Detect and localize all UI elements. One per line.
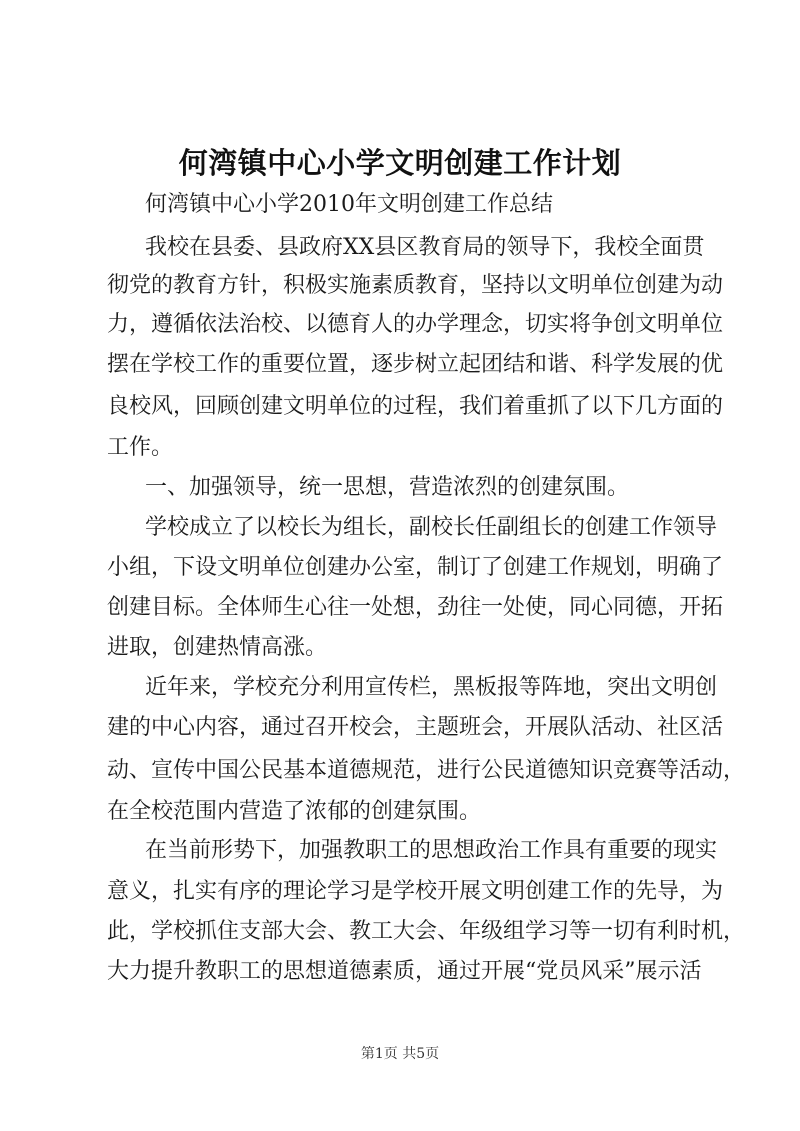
text-line: 动、宣传中国公民基本道德规范，进行公民道德知识竞赛等活动， (107, 758, 746, 783)
text-line: 彻党的教育方针，积极实施素质教育，坚持以文明单位创建为动 (107, 273, 724, 298)
text-line: 良校风，回顾创建文明单位的过程，我们着重抓了以下几方面的 (107, 394, 724, 419)
text-line: 摆在学校工作的重要位置，逐步树立起团结和谐、科学发展的优 (107, 352, 724, 377)
text-line: 近年来，学校充分利用宣传栏，黑板报等阵地，突出文明创 (145, 675, 718, 700)
text-line: 工作。 (107, 435, 174, 460)
page-footer: 第1页 共5页 (360, 1046, 440, 1062)
text-line: 大力提升教职工的思想道德素质，通过开展“党员风采”展示活 (107, 959, 702, 984)
text-line: 学校成立了以校长为组长，副校长任副组长的创建工作领导 (145, 515, 718, 540)
text-line: 我校在县委、县政府XX县区教育局的领导下，我校全面贯 (145, 235, 705, 260)
subtitle-line: 何湾镇中心小学2010年文明创建工作总结 (145, 192, 553, 217)
text-line: 建的中心内容，通过召开校会，主题班会，开展队活动、社区活 (107, 715, 724, 740)
text-line: 意义，扎实有序的理论学习是学校开展文明创建工作的先导，为 (107, 879, 724, 904)
text-line: 在当前形势下，加强教职工的思想政治工作具有重要的现实 (145, 838, 718, 863)
text-line: 进取，创建热情高涨。 (107, 635, 328, 660)
text-line: 小组，下设文明单位创建办公室，制订了创建工作规划，明确了 (107, 555, 724, 580)
text-line: 创建目标。全体师生心往一处想，劲往一处使，同心同德，开拓 (107, 595, 724, 620)
text-line: 此，学校抓住支部大会、教工大会、年级组学习等一切有利时机， (107, 919, 746, 944)
section-heading: 一、加强领导，统一思想，营造浓烈的创建氛围。 (145, 475, 630, 500)
document-title: 何湾镇中心小学文明创建工作计划 (178, 146, 622, 180)
text-line: 在全校范围内营造了浓郁的创建氛围。 (107, 799, 482, 824)
text-line: 力，遵循依法治校、以德育人的办学理念，切实将争创文明单位 (107, 312, 724, 337)
